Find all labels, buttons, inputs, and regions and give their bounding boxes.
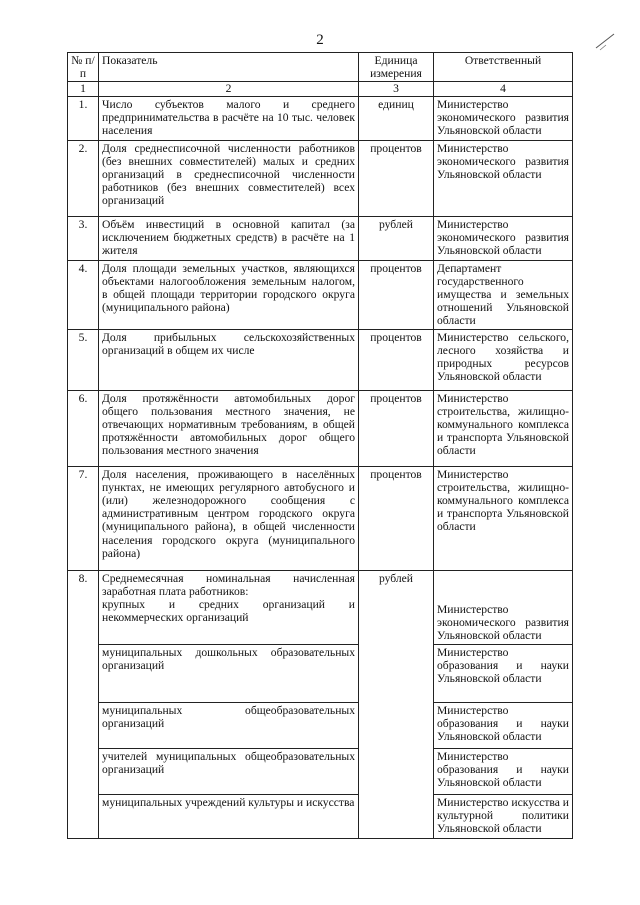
row-unit: процентов bbox=[359, 260, 434, 329]
row-unit: единиц bbox=[359, 96, 434, 140]
row-responsible: Министерство строительства, жилищно-коммунального комплекса и транспорта Ульяновской области bbox=[434, 466, 573, 570]
row-num: 4. bbox=[68, 260, 99, 329]
row-indicator: Доля протяжённости автомобильных дорог общего пользования местного значения, не отвечающих нормативным требованиям, в общей протяжённости автомобильных дорог общего пользования местного значения bbox=[99, 390, 359, 466]
header-unit: Единица измерения bbox=[359, 53, 434, 82]
row-unit: рублей bbox=[359, 570, 434, 838]
table-row bbox=[68, 329, 573, 390]
header-indicator: Показатель bbox=[99, 53, 359, 82]
row8-subindicator: учителей муниципальных общеобразовательных организаций bbox=[99, 748, 359, 794]
row-responsible: Министерство строительства, жилищно-коммунального комплекса и транспорта Ульяновской области bbox=[434, 390, 573, 466]
row-indicator: Доля среднесписочной численности работников (без внешних совместителей) малых и средних организаций в среднесписочной численности работников (без внешних совместителей) всех организаций bbox=[99, 140, 359, 216]
row-responsible: Министерство экономического развития Ульяновской области bbox=[434, 570, 573, 644]
table-row bbox=[68, 644, 573, 702]
page-number: 2 bbox=[316, 32, 324, 48]
row-unit: рублей bbox=[359, 216, 434, 260]
col-number: 2 bbox=[99, 82, 359, 96]
table-row bbox=[68, 570, 573, 644]
row-unit: процентов bbox=[359, 140, 434, 216]
pen-mark-icon bbox=[594, 30, 616, 52]
row-responsible: Министерство образования и науки Ульяновской области bbox=[434, 702, 573, 748]
row-indicator: Доля прибыльных сельскохозяйственных организаций в общем их числе bbox=[99, 329, 359, 390]
row-responsible: Департамент государственного имущества и земельных отношений Ульяновской области bbox=[434, 260, 573, 329]
table-row bbox=[68, 140, 573, 216]
row-num: 2. bbox=[68, 140, 99, 216]
row-responsible: Министерство экономического развития Ульяновской области bbox=[434, 96, 573, 140]
row-num: 5. bbox=[68, 329, 99, 390]
table-row bbox=[68, 260, 573, 329]
table-row bbox=[68, 794, 573, 838]
col-number: 3 bbox=[359, 82, 434, 96]
row-unit: процентов bbox=[359, 390, 434, 466]
row-num: 8. bbox=[68, 570, 99, 838]
row-responsible: Министерство сельского, лесного хозяйства и природных ресурсов Ульяновской области bbox=[434, 329, 573, 390]
row8-subindicator: муниципальных общеобразовательных организаций bbox=[99, 702, 359, 748]
row-num: 7. bbox=[68, 466, 99, 570]
row-responsible: Министерство экономического развития Ульяновской области bbox=[434, 140, 573, 216]
row-indicator: Число субъектов малого и среднего предпринимательства в расчёте на 10 тыс. человек населения bbox=[99, 96, 359, 140]
row-responsible: Министерство образования и науки Ульяновской области bbox=[434, 644, 573, 702]
table-row bbox=[68, 466, 573, 570]
table-row bbox=[68, 748, 573, 794]
row-responsible: Министерство образования и науки Ульяновской области bbox=[434, 748, 573, 794]
row-responsible: Министерство искусства и культурной политики Ульяновской области bbox=[434, 794, 573, 838]
row8-subindicator: муниципальных дошкольных образовательных организаций bbox=[99, 644, 359, 702]
row-num: 1. bbox=[68, 96, 99, 140]
row-num: 3. bbox=[68, 216, 99, 260]
row-unit: процентов bbox=[359, 466, 434, 570]
row-indicator: Объём инвестиций в основной капитал (за исключением бюджетных средств) в расчёте на 1 жителя bbox=[99, 216, 359, 260]
col-number: 4 bbox=[434, 82, 573, 96]
table-row bbox=[68, 390, 573, 466]
table-row bbox=[68, 216, 573, 260]
row-unit: процентов bbox=[359, 329, 434, 390]
header-responsible: Ответственный bbox=[434, 53, 573, 82]
row-indicator bbox=[99, 570, 359, 644]
row8-subindicator: крупных и средних организаций и некоммерческих организаций bbox=[102, 598, 355, 625]
row-num: 6. bbox=[68, 390, 99, 466]
table-row bbox=[68, 96, 573, 140]
row8-heading: Среднемесячная номинальная начисленная заработная плата работников: bbox=[102, 571, 355, 598]
row-responsible: Министерство экономического развития Ульяновской области bbox=[434, 216, 573, 260]
row8-subindicator: муниципальных учреждений культуры и искусства bbox=[99, 794, 359, 838]
col-number: 1 bbox=[68, 82, 99, 96]
header-num: № п/п bbox=[68, 53, 99, 82]
column-numbers-row bbox=[68, 82, 573, 96]
indicators-table bbox=[67, 52, 573, 839]
table-row bbox=[68, 702, 573, 748]
row-indicator: Доля площади земельных участков, являющихся объектами налогообложения земельным налогом, в общей площади территории городского округа (муниципального района) bbox=[99, 260, 359, 329]
row-indicator: Доля населения, проживающего в населённых пунктах, не имеющих регулярного автобусного и (или) железнодорожного сообщения с административным центром городского округа (муниципального района), в общей численности населения городского округа (муниципального района) bbox=[99, 466, 359, 570]
table-header-row bbox=[68, 53, 573, 82]
